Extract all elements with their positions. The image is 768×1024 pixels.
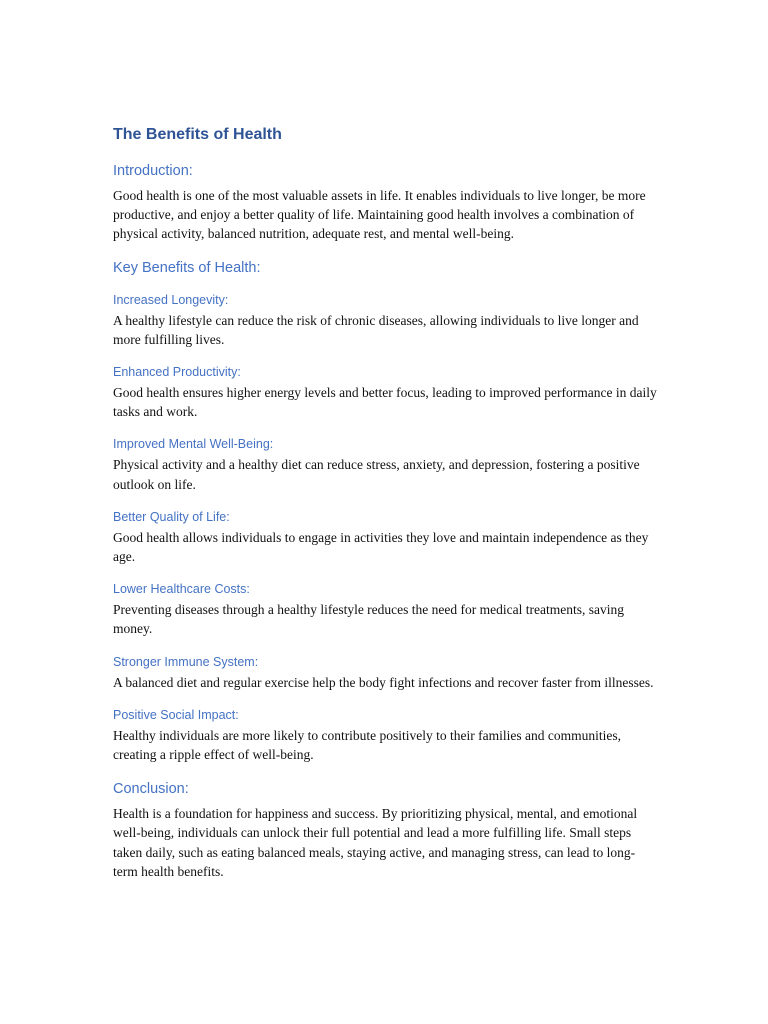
benefit-paragraph: Preventing diseases through a healthy lifestyle reduces the need for medical treatments, saving money. bbox=[113, 602, 624, 637]
benefit-heading: Stronger Immune System: bbox=[113, 654, 259, 669]
document-title: The Benefits of Health bbox=[113, 126, 282, 143]
benefit-paragraph: Good health allows individuals to engage in activities they love and maintain independence as they age. bbox=[113, 529, 649, 565]
benefit-heading: Improved Mental Well-Being: bbox=[113, 437, 274, 452]
benefit-heading: Better Quality of Life: bbox=[113, 509, 230, 524]
key-benefits-heading: Key Benefits of Health: bbox=[113, 259, 261, 276]
benefit-section bbox=[113, 580, 658, 638]
document-page bbox=[113, 124, 658, 881]
benefit-section bbox=[113, 706, 658, 764]
conclusion-heading: Conclusion: bbox=[113, 781, 189, 798]
benefit-section bbox=[113, 363, 658, 421]
benefit-section bbox=[113, 653, 658, 692]
benefit-heading: Increased Longevity: bbox=[113, 292, 229, 307]
benefit-section bbox=[113, 508, 658, 566]
introduction-paragraph: Good health is one of the most valuable assets in life. It enables individuals to live longer, be more productive, and enjoy a better quality of life. Maintaining good health involves a combination of physical activity, balanced nutrition, adequate rest, and mental well-being. bbox=[113, 188, 646, 242]
benefit-heading: Positive Social Impact: bbox=[113, 707, 239, 722]
benefit-heading: Enhanced Productivity: bbox=[113, 365, 241, 380]
benefit-paragraph: A healthy lifestyle can reduce the risk of chronic diseases, allowing individuals to live longer and more fulfilling lives. bbox=[113, 312, 639, 347]
benefit-paragraph: Physical activity and a healthy diet can reduce stress, anxiety, and depression, fostering a positive outlook on life. bbox=[113, 457, 640, 492]
benefit-paragraph: A balanced diet and regular exercise help the body fight infections and recover faster from illnesses. bbox=[113, 674, 654, 690]
benefit-paragraph: Good health ensures higher energy levels and better focus, leading to improved performance in daily tasks and work. bbox=[113, 385, 657, 420]
benefit-section bbox=[113, 291, 658, 349]
benefit-heading: Lower Healthcare Costs: bbox=[113, 582, 250, 597]
benefit-paragraph: Healthy individuals are more likely to contribute positively to their families and communities, creating a ripple effect of well-being. bbox=[113, 727, 622, 763]
introduction-heading: Introduction: bbox=[113, 163, 193, 179]
benefit-section bbox=[113, 435, 658, 493]
conclusion-paragraph: Health is a foundation for happiness and success. By prioritizing physical, mental, and emotional well-being, individuals can unlock their full potential and lead a more fulfilling life. Small steps taken daily, such as eating balanced meals, staying active, and managing stress, can lead to long-term health benefits. bbox=[113, 806, 638, 879]
